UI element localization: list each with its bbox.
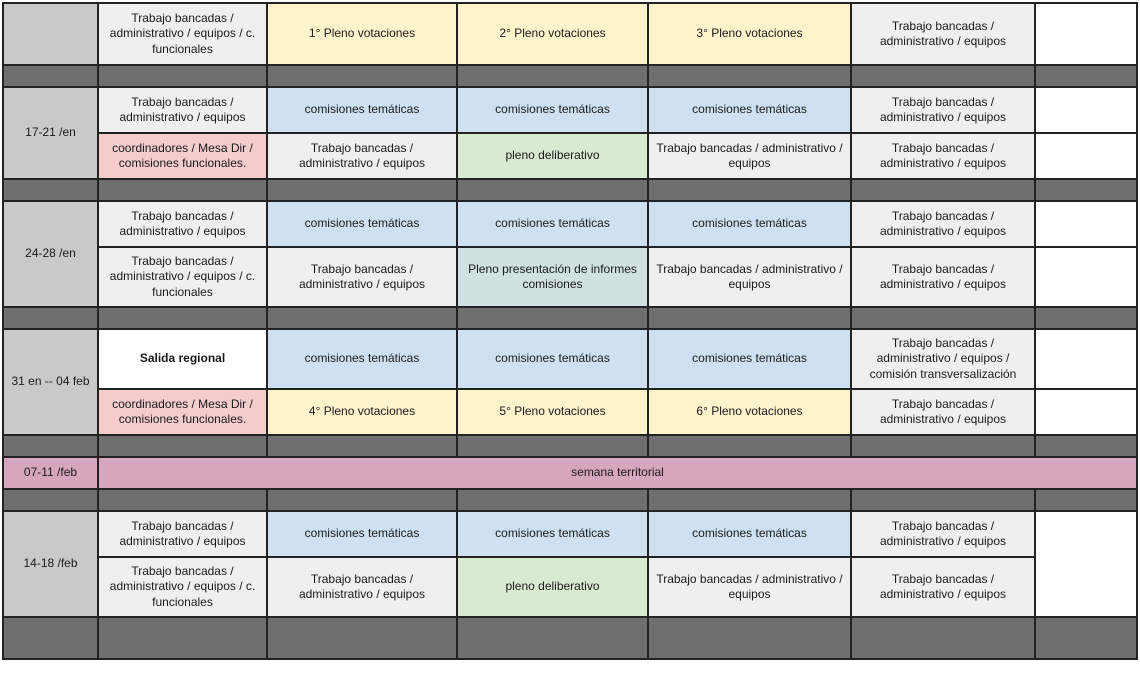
cell-bancadas[interactable]: Trabajo bancadas / administrativo / equipos [851,389,1035,435]
table-row [3,329,1137,389]
separator-row [3,617,1137,659]
cell-bancadas[interactable]: Trabajo bancadas / administrativo / equipos / c. funcionales [98,557,267,617]
cell-comisiones[interactable]: comisiones temáticas [457,201,648,247]
cell-pleno-votaciones[interactable]: 3° Pleno votaciones [648,3,851,65]
cell-bancadas[interactable]: Trabajo bancadas / administrativo / equipos / c. funcionales [98,247,267,307]
separator-cell [851,489,1035,511]
table-row [3,201,1137,247]
cell-pleno-informes[interactable]: Pleno presentación de informes comisiones [457,247,648,307]
separator-row [3,65,1137,87]
separator-cell [98,65,267,87]
separator-cell [3,307,98,329]
separator-row [3,179,1137,201]
cell-comisiones[interactable]: comisiones temáticas [648,87,851,133]
week-cell[interactable]: 17-21 /en [3,87,98,179]
separator-cell [1035,435,1137,457]
separator-cell [457,65,648,87]
cell-empty[interactable] [1035,133,1137,179]
separator-cell [1035,307,1137,329]
table-row [3,133,1137,179]
table-row [3,389,1137,435]
cell-comisiones[interactable]: comisiones temáticas [267,87,457,133]
table-row [3,87,1137,133]
cell-empty[interactable] [1035,247,1137,307]
separator-cell [3,65,98,87]
cell-pleno-votaciones[interactable]: 6° Pleno votaciones [648,389,851,435]
separator-cell [1035,179,1137,201]
separator-cell [851,307,1035,329]
cell-bancadas[interactable]: Trabajo bancadas / administrativo / equipos [267,557,457,617]
separator-cell [98,489,267,511]
cell-salida-regional[interactable]: Salida regional [98,329,267,389]
cell-empty[interactable] [1035,389,1137,435]
cell-comisiones[interactable]: comisiones temáticas [457,511,648,557]
cell-empty[interactable] [1035,329,1137,389]
separator-cell [267,65,457,87]
cell-bancadas[interactable]: Trabajo bancadas / administrativo / equipos / c. funcionales [98,3,267,65]
cell-comisiones[interactable]: comisiones temáticas [457,329,648,389]
cell-pleno-deliberativo[interactable]: pleno deliberativo [457,133,648,179]
cell-empty[interactable] [1035,3,1137,65]
week-cell[interactable]: 14-18 /feb [3,511,98,617]
table-row [3,511,1137,557]
separator-cell [648,65,851,87]
cell-bancadas[interactable]: Trabajo bancadas / administrativo / equipos [851,557,1035,617]
cell-comisiones[interactable]: comisiones temáticas [267,329,457,389]
separator-cell [98,435,267,457]
separator-cell [267,489,457,511]
schedule-table [2,2,1138,660]
cell-bancadas[interactable]: Trabajo bancadas / administrativo / equipos [98,511,267,557]
week-cell[interactable]: 31 en -- 04 feb [3,329,98,435]
cell-pleno-votaciones[interactable]: 1° Pleno votaciones [267,3,457,65]
separator-cell [98,617,267,659]
cell-bancadas[interactable]: Trabajo bancadas / administrativo / equipos [648,133,851,179]
separator-row [3,307,1137,329]
separator-cell [648,617,851,659]
separator-cell [457,435,648,457]
cell-bancadas[interactable]: Trabajo bancadas / administrativo / equipos [851,3,1035,65]
cell-comisiones[interactable]: comisiones temáticas [648,511,851,557]
week-cell[interactable] [3,3,98,65]
separator-cell [648,307,851,329]
separator-row [3,489,1137,511]
cell-pleno-votaciones[interactable]: 5° Pleno votaciones [457,389,648,435]
cell-coordinadores[interactable]: coordinadores / Mesa Dir / comisiones funcionales. [98,389,267,435]
separator-cell [851,65,1035,87]
cell-pleno-votaciones[interactable]: 4° Pleno votaciones [267,389,457,435]
cell-empty[interactable] [1035,511,1137,617]
cell-bancadas[interactable]: Trabajo bancadas / administrativo / equipos [267,133,457,179]
cell-comisiones[interactable]: comisiones temáticas [267,511,457,557]
separator-row [3,435,1137,457]
separator-cell [648,435,851,457]
separator-cell [3,489,98,511]
separator-cell [1035,617,1137,659]
cell-comisiones[interactable]: comisiones temáticas [457,87,648,133]
separator-cell [648,179,851,201]
cell-pleno-votaciones[interactable]: 2° Pleno votaciones [457,3,648,65]
separator-cell [3,435,98,457]
table-row [3,457,1137,489]
cell-semana-territorial[interactable]: semana territorial [98,457,1137,489]
separator-cell [1035,489,1137,511]
cell-comisiones[interactable]: comisiones temáticas [648,201,851,247]
separator-cell [648,489,851,511]
cell-coordinadores[interactable]: coordinadores / Mesa Dir / comisiones funcionales. [98,133,267,179]
cell-empty[interactable] [1035,87,1137,133]
separator-cell [3,617,98,659]
week-cell[interactable]: 07-11 /feb [3,457,98,489]
cell-pleno-deliberativo[interactable]: pleno deliberativo [457,557,648,617]
cell-bancadas[interactable]: Trabajo bancadas / administrativo / equipos [648,247,851,307]
cell-bancadas[interactable]: Trabajo bancadas / administrativo / equipos [98,87,267,133]
cell-bancadas[interactable]: Trabajo bancadas / administrativo / equipos [851,511,1035,557]
cell-bancadas[interactable]: Trabajo bancadas / administrativo / equipos [851,247,1035,307]
cell-empty[interactable] [1035,201,1137,247]
separator-cell [457,179,648,201]
cell-bancadas[interactable]: Trabajo bancadas / administrativo / equipos / comisión transversalización [851,329,1035,389]
separator-cell [851,617,1035,659]
table-row [3,557,1137,617]
cell-comisiones[interactable]: comisiones temáticas [648,329,851,389]
cell-bancadas[interactable]: Trabajo bancadas / administrativo / equipos [98,201,267,247]
separator-cell [457,617,648,659]
separator-cell [267,617,457,659]
cell-bancadas[interactable]: Trabajo bancadas / administrativo / equipos [267,247,457,307]
separator-cell [98,179,267,201]
cell-bancadas[interactable]: Trabajo bancadas / administrativo / equipos [648,557,851,617]
separator-cell [851,435,1035,457]
separator-cell [267,307,457,329]
week-cell[interactable]: 24-28 /en [3,201,98,307]
separator-cell [457,307,648,329]
separator-cell [267,435,457,457]
separator-cell [3,179,98,201]
cell-bancadas[interactable]: Trabajo bancadas / administrativo / equipos [851,87,1035,133]
table-row [3,3,1137,65]
table-row [3,247,1137,307]
separator-cell [98,307,267,329]
cell-bancadas[interactable]: Trabajo bancadas / administrativo / equipos [851,133,1035,179]
separator-cell [457,489,648,511]
separator-cell [851,179,1035,201]
separator-cell [1035,65,1137,87]
separator-cell [267,179,457,201]
cell-comisiones[interactable]: comisiones temáticas [267,201,457,247]
cell-bancadas[interactable]: Trabajo bancadas / administrativo / equipos [851,201,1035,247]
